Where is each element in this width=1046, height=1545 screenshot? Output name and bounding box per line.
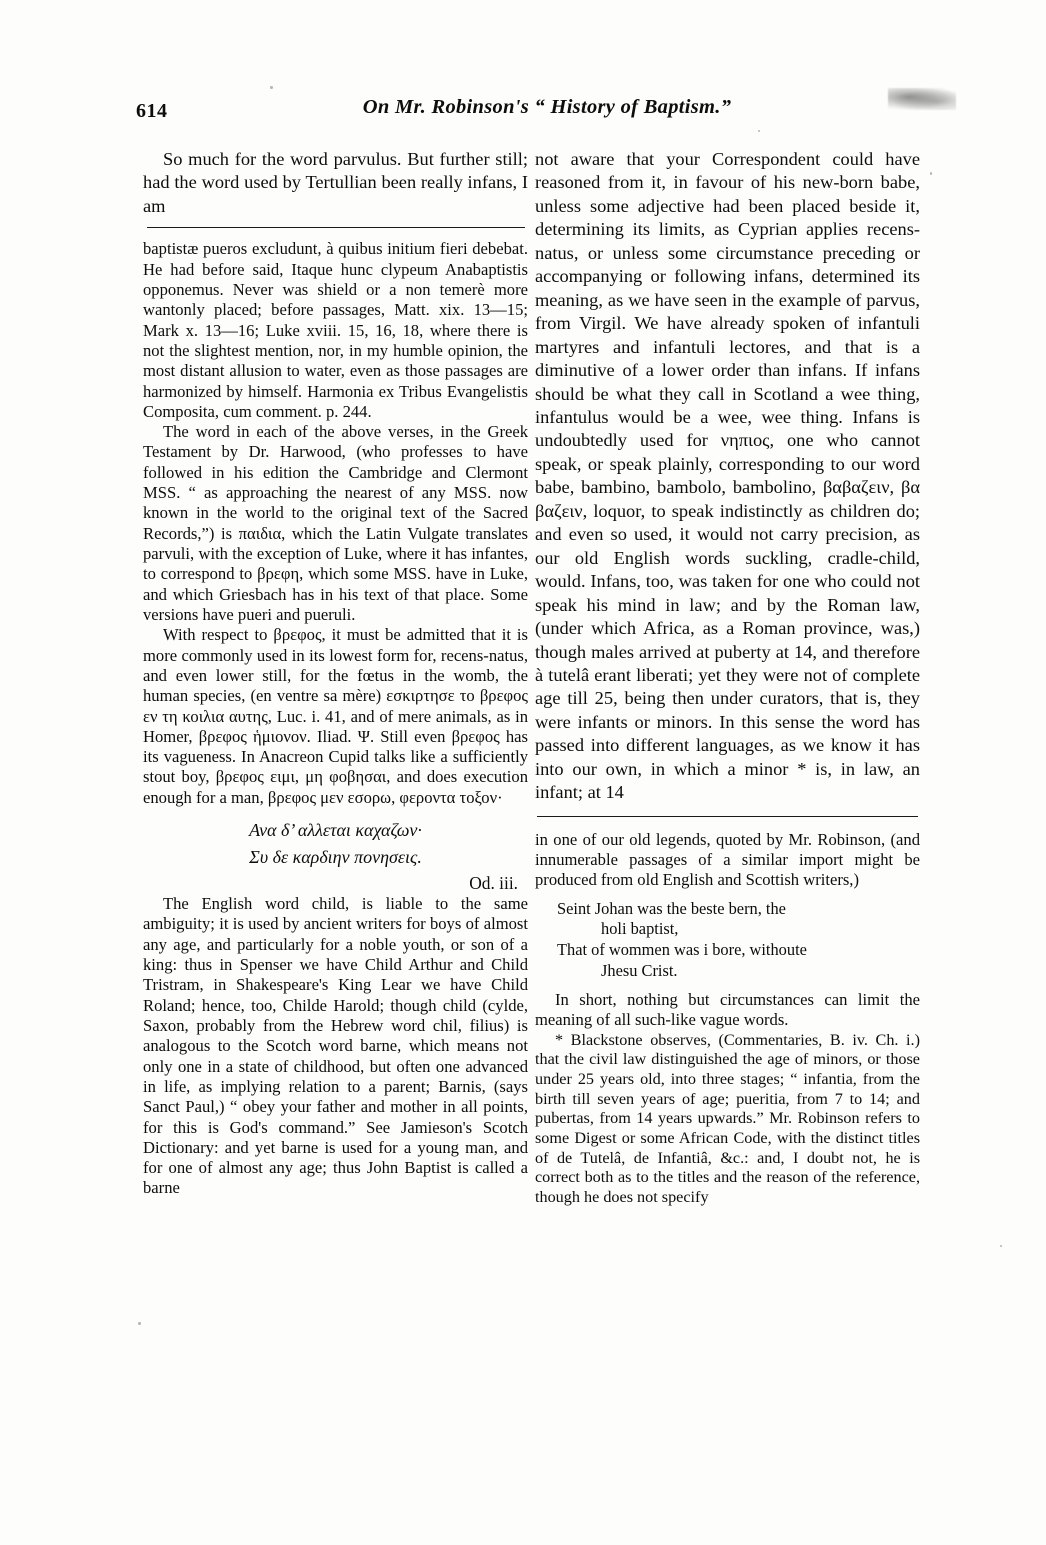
footnote-divider-left [147, 227, 525, 228]
english-verse-block [535, 899, 920, 982]
note-paragraph-harwood: The word in each of the above verses, in the Greek Testament by Dr. Harwood, (who professes to have followed in his edition the Cambridge and Clermont MSS. “ as approaching the nearest of any MSS. now known in the world to the original text of the Sacred Records,”) is παιδια, which the Latin Vulgate translates parvuli, with the exception of Luke, where it has infantes, to correspond to βρεφη, which some MSS. have in Luke, and which Griesbach has in his text of that place. Some versions have pueri and pueruli. [143, 422, 528, 624]
scan-fleck [138, 1322, 141, 1325]
scan-fleck [1000, 1245, 1002, 1247]
left-column [143, 148, 528, 1199]
paragraph-infans-main: not aware that your Correspondent could have reasoned from it, in favour of his new-born babe, unless some adjective had been placed beside it, determining its limits, as Cyprian applies recens-natus, or unless some circumstance preceding or accompanying or following infans, determined its meaning, as we have seen in the example of parvus, from Virgil. We have already spoken of infantuli martyres and infantuli lectores, and that is a diminutive of a lower order than infans. If infans should be what they call in Scotland a wee thing, infantulus would be a wee, wee thing. Infans is undoubtedly used for νηπιος, one who cannot speak, or speak plainly, corresponding to our word babe, bambino, bambolo, bambolino, βαβαζειν, βα βαζειν, loquor, to speak indistinctly as children do; and even so used, it would not carry precision, as our old English words suckling, cradle-child, would. Infans, too, was taken for one who could not speak his mind in law; and by the Roman law, (under which Africa, as a Roman province, was,) though males arrived at puberty at 14, and therefore à tutelâ erant liberati; yet they were not of complete age till 25, being then under curators, that is, they were infants or minors. In this sense the word has passed into different languages, as we know it has into our own, in which a minor * is, in law, an infant; at 14 [535, 149, 920, 803]
english-verse-line-1: Seint Johan was the beste bern, the [557, 898, 786, 918]
right-column [535, 148, 920, 1208]
note-paragraph-english-child: The English word child, is liable to the same ambiguity; it is used by ancient writers for boys of almost any age, and particularly for a noble youth, or son of a king: thus in Spenser we have Child Arthur and Child Tristram, in Shakespeare's King Lear we have Child Roland; hence, too, Childe Harold; though child (cylde, Saxon, probably from the Hebrew word chil, filius) is analogous to the Scotch word barne, which means not only one in a state of childhood, but often one advanced in life, as implying relation to a parent; Barnis, (says Sanct Paul,) “ obey your father and mother in all points, for this is God's command.” See Jamieson's Scotch Dictionary: and yet barne is used for a young man, and for one of almost any age; thus John Baptist is called a barne [143, 894, 528, 1198]
scan-fleck [930, 172, 932, 175]
scan-fleck [758, 130, 760, 132]
english-verse-line-2-continuation: Jhesu Crist. [601, 961, 678, 981]
english-verse-line-1-continuation: holi baptist, [601, 919, 679, 939]
note-paragraph-brephos: With respect to βρεφος, it must be admitted that it is more commonly used in its lowest form for, recens-natus, and even lower still, for the fœtus in the womb, the human species, (en ventre sa mère) εσκιρτησε το βρεφος εν τη κοιλια αυτης, Luc. i. 41, and of mere animals, as in Homer, βρεφος ἡμιονον. Iliad. Ψ. Still even βρεφος has its vagueness. In Anacreon Cupid talks like a sufficiently stout boy, βρεφος ειμι, μη φοβησαι, and does execution enough for a man, βρεφος μεν εσορω, φεροντα τοξον· [143, 625, 528, 807]
note-paragraph-legends: in one of our old legends, quoted by Mr. Robinson, (and innumerable passages of a similar import might be produced from old English and Scottish writers,) [535, 829, 920, 890]
page-title: On Mr. Robinson's “ History of Baptism.” [362, 96, 732, 118]
greek-verse-line-1: Ανα δ’ αλλεται καχαζων· [249, 820, 422, 841]
scan-fleck [270, 86, 273, 89]
english-verse-line-2: That of wommen was i bore, withoute [557, 940, 807, 960]
paragraph-parvulus: So much for the word parvulus. But further still; had the word used by Tertullian been really infans, I am [143, 149, 528, 216]
greek-verse-block [143, 817, 528, 871]
footnote-divider-right [537, 816, 918, 817]
note-paragraph-baptistae: baptistæ pueros excludunt, à quibus initium fieri debebat. He had before said, Itaque hunc clypeum Anabaptistis opponemus. Never was shield or a non temerè more wantonly placed; before passages, Matt. xix. 13—15; Mark x. 13—16; Luke xviii. 15, 16, 18, where there is not the slightest mention, nor, in my humble opinion, the most distant allusion to water, even as those passages are harmonized by himself. Harmonia ex Tribus Evangelistis Composita, cum comment. p. 244. [143, 239, 528, 421]
note-paragraph-in-short: In short, nothing but circumstances can limit the meaning of all such-like vague words. [535, 989, 920, 1030]
greek-verse-attribution: Od. iii. [469, 873, 518, 894]
page-number: 614 [136, 100, 168, 122]
footnote-blackstone: * Blackstone observes, (Commentaries, B. iv. Ch. i.) that the civil law distinguished the age of minors, or those under 25 years old, into three stages; “ infantia, from the birth till seven years of age; pueritia, from 7 to 14; and pubertas, from 14 years upwards.” Mr. Robinson refers to some Digest or some African Code, with the distinct titles of de Tutelâ, de Infantiâ, &c.: and, I doubt not, he is correct both as to the titles and the reason of the reference, though he does not specify [535, 1030, 920, 1206]
running-head [136, 96, 926, 130]
greek-verse-line-2: Συ δε καρδιην πονησεις. [249, 847, 422, 868]
